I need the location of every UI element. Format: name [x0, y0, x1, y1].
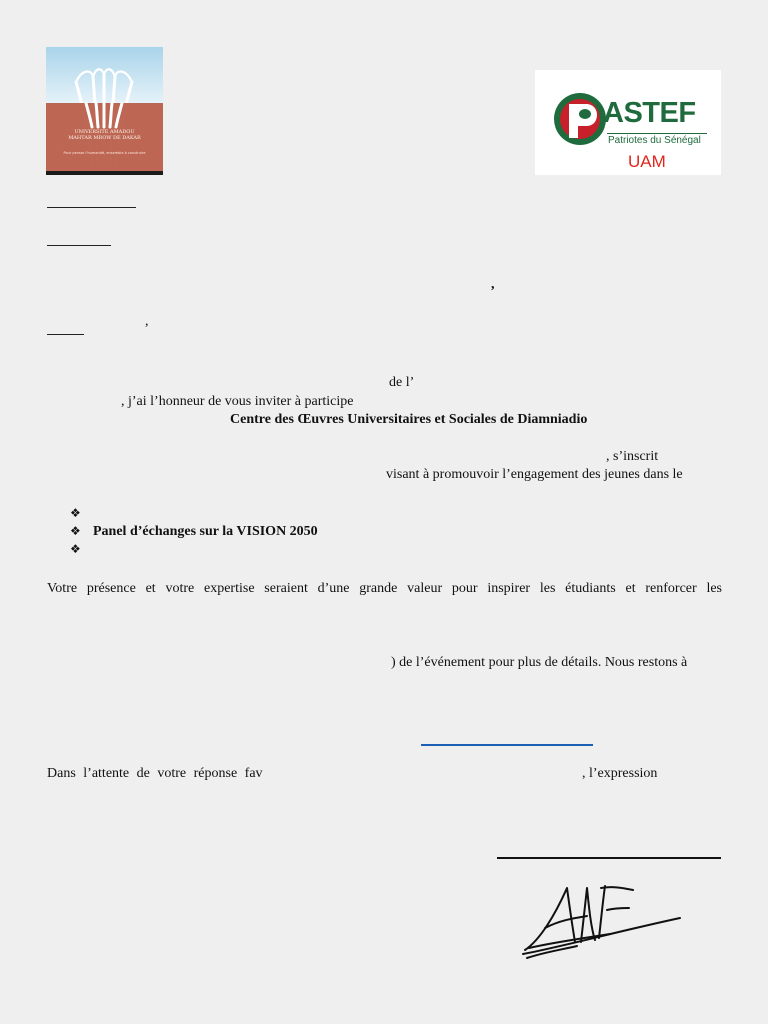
paragraph-fragment: visant à promouvoir l’engagement des jeunes dans le [386, 467, 683, 482]
paragraph-fragment: ) de l’événement pour plus de détails. Nous restons à [391, 655, 688, 670]
link-underline[interactable] [421, 744, 593, 746]
paragraph-text: Votre présence et votre expertise seraient d’une grande valeur pour inspirer les étudiants et renforcer les [47, 581, 722, 596]
header-rule [47, 207, 136, 208]
closing-text: , l’expression [582, 766, 658, 781]
diamond-bullet-icon: ❖ [70, 542, 81, 556]
signature-line [497, 857, 721, 859]
university-name: UNIVERSITE AMADOU MAHTAR MBOW DE DAKAR [68, 129, 141, 141]
diamond-bullet-icon: ❖ [70, 524, 81, 538]
pastef-name: ASTEF [603, 97, 696, 129]
venue-name: Centre des Œuvres Universitaires et Sociales de Diamniadio [230, 412, 588, 427]
closing-text: Dans l’attente de votre réponse fav [47, 766, 263, 781]
pastef-p-emblem-icon [553, 92, 607, 146]
stray-comma: , [145, 314, 149, 329]
pastef-subtitle: Patriotes du Sénégal [608, 135, 701, 146]
university-motto: Pour penser l'humanité, ensemble à construire [63, 151, 146, 155]
diamond-bullet-icon: ❖ [70, 506, 81, 520]
pastef-logo [535, 70, 721, 175]
paragraph-fragment: de l’ [389, 375, 415, 390]
invitation-text: , j’ai l’honneur de vous inviter à participe [121, 394, 354, 409]
handwritten-signature [515, 880, 690, 962]
header-rule [47, 334, 84, 335]
paragraph-fragment: , s’inscrit [606, 449, 659, 464]
header-rule [47, 245, 111, 246]
list-item [70, 541, 318, 559]
stray-comma: , [491, 277, 495, 292]
pastef-section: UAM [628, 152, 666, 171]
university-logo [46, 47, 163, 175]
list-item [70, 505, 318, 523]
list-item [70, 523, 318, 541]
panel-title: Panel d’échanges sur la VISION 2050 [93, 524, 318, 539]
program-list [70, 505, 318, 559]
